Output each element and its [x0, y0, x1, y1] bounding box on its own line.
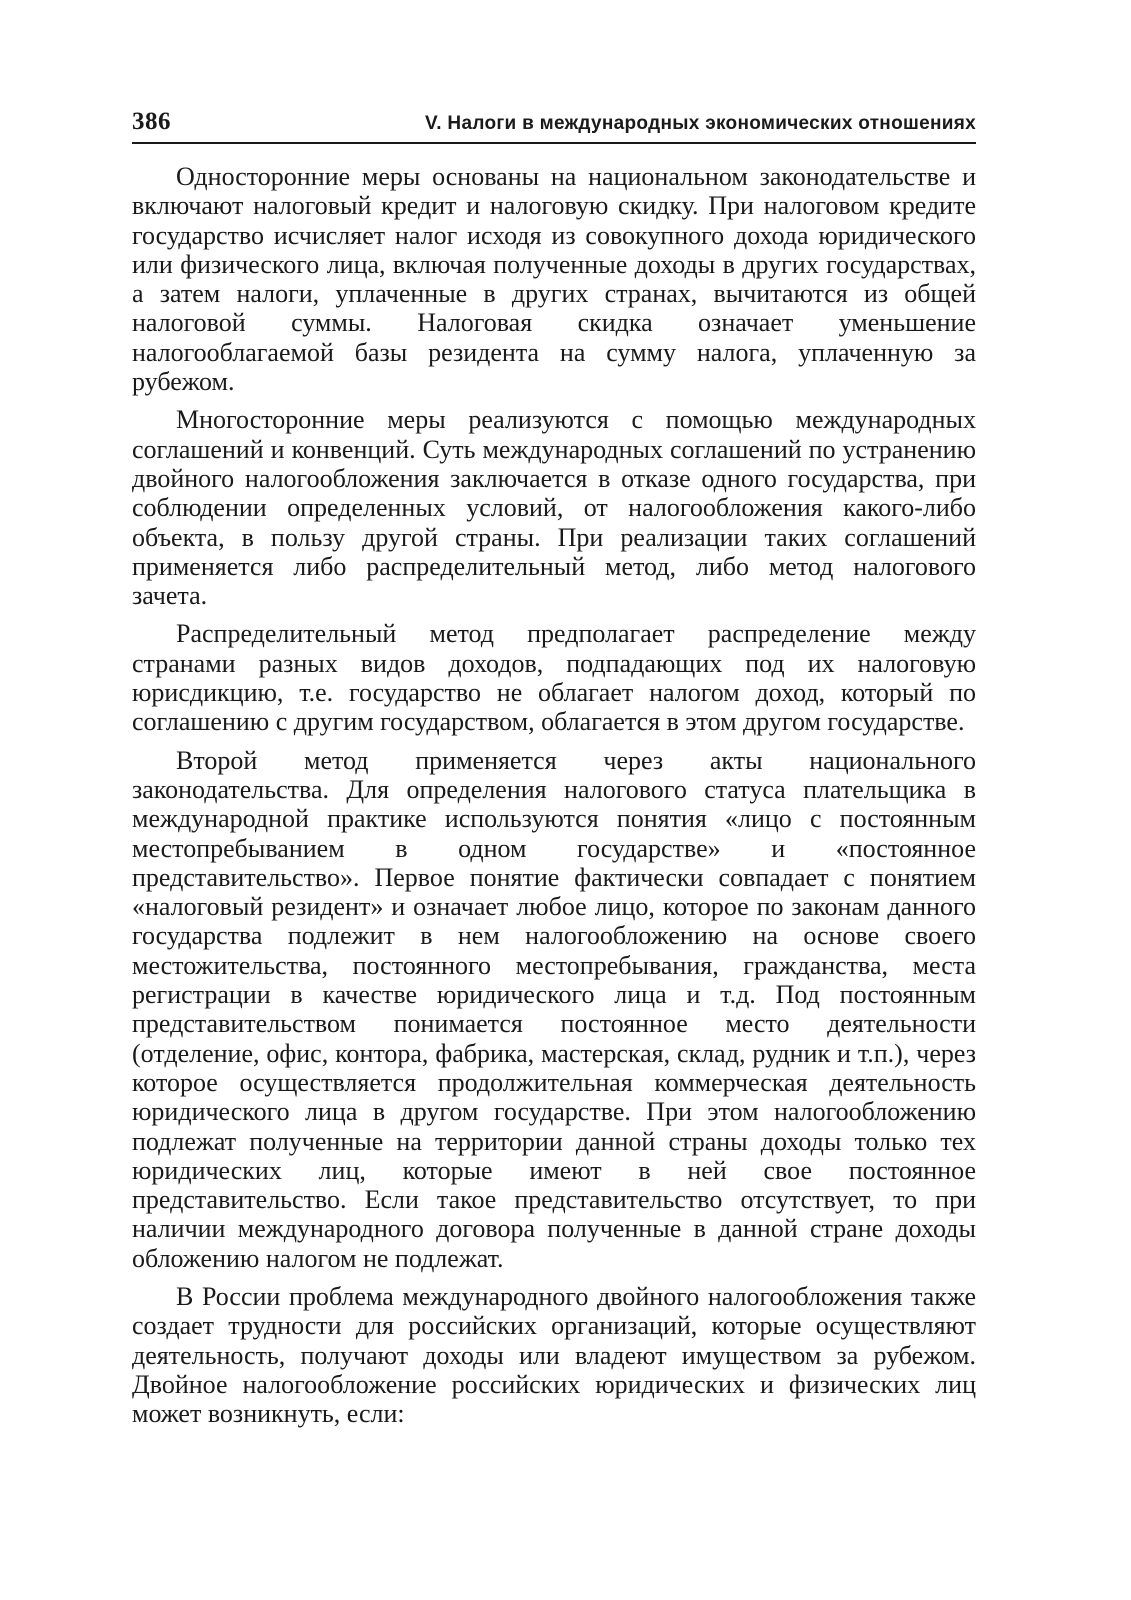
body-text: [132, 162, 976, 1428]
paragraph-multilateral-measures: Многосторонние меры реализуются с помощью международных соглашений и конвенций. Суть международных соглашений по устранению двойного налогообложения заключается в отказе одного государства, при соблюдении определенных условий, от налогообложения какого-либо объекта, в пользу другой страны. При реализации таких соглашений применяется либо распределительный метод, либо метод налогового зачета.: [132, 405, 976, 611]
paragraph-second-method: Второй метод применяется через акты национального законодательства. Для определения налогового статуса плательщика в международной практике используются понятия «лицо с постоянным местопребыванием в одном государстве» и «постоянное представительство». Первое понятие фактически совпадает с понятием «налоговый резидент» и означает любое лицо, которое по законам данного государства подлежит в нем налогообложению на основе своего местожительства, постоянного местопребывания, гражданства, места регистрации в качестве юридического лица и т.д. Под постоянным представительством понимается постоянное место деятельности (отделение, офис, контора, фабрика, мастерская, склад, рудник и т.п.), через которое осуществляется продолжительная коммерческая деятельность юридического лица в другом государстве. При этом налогообложению подлежат полученные на территории данной страны доходы только тех юридических лиц, которые имеют в ней свое постоянное представительство. Если такое представительство отсутствует, то при наличии международного договора полученные в данной стране доходы обложению налогом не подлежат.: [132, 745, 976, 1273]
paragraph-distribution-method: Распределительный метод предполагает распределение между странами разных видов доходов, подпадающих под их налоговую юрисдикцию, т.е. государство не облагает налогом доход, который по соглашению с другим государством, облагается в этом другом государстве.: [132, 619, 976, 737]
book-page: [132, 108, 976, 1437]
page-number: 386: [132, 108, 171, 135]
paragraph-russia: В России проблема международного двойного налогообложения также создает трудности для российских организаций, которые осуществляют деятельность, получают доходы или владеют имуществом за рубежом. Двойное налогообложение российских юридических и физических лиц может возникнуть, если:: [132, 1281, 976, 1429]
chapter-title: V. Налоги в международных экономических отношениях: [425, 113, 976, 134]
paragraph-unilateral-measures: Односторонние меры основаны на национальном законодательстве и включают налоговый кредит и налоговую скидку. При налоговом кредите государство исчисляет налог исходя из совокупного дохода юридического или физического лица, включая полученные доходы в других государствах, а затем налоги, уплаченные в других странах, вычитаются из общей налоговой суммы. Налоговая скидка означает уменьшение налогооблагаемой базы резидента на сумму налога, уплаченную за рубежом.: [132, 162, 976, 397]
running-head: [132, 108, 976, 144]
